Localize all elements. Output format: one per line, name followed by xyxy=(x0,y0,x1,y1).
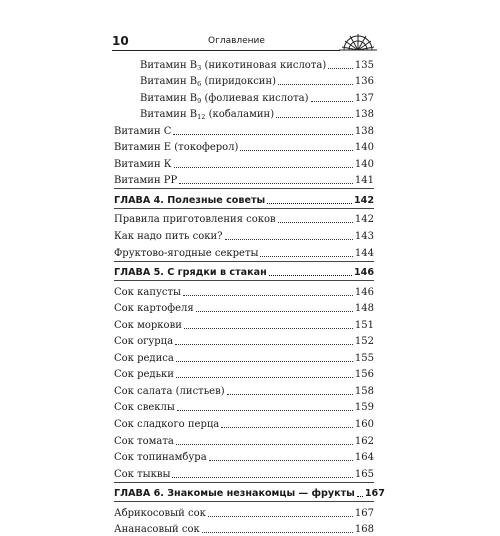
dot-leader xyxy=(184,328,353,329)
entry-title: Сок сладкого перца xyxy=(114,419,220,431)
entry-page-number: 141 xyxy=(354,175,374,187)
entry-title: ГЛАВА 6. Знакомые незнакомцы — фрукты xyxy=(114,488,355,500)
dot-leader xyxy=(177,410,353,411)
entry-page-number: 155 xyxy=(354,352,374,364)
toc-entry xyxy=(114,431,374,448)
dot-leader xyxy=(176,361,353,362)
toc-entry xyxy=(114,138,374,155)
entry-title: Сок топинамбура xyxy=(114,452,207,464)
dot-leader xyxy=(269,275,352,276)
dot-leader xyxy=(276,117,353,118)
toc-entry xyxy=(114,365,374,382)
toc-entry xyxy=(114,464,374,481)
toc-entry xyxy=(114,88,374,105)
page-header xyxy=(112,32,374,52)
toc-entry xyxy=(114,210,374,227)
dot-leader xyxy=(172,477,352,478)
entry-title: Ананасовый сок xyxy=(114,524,200,536)
dot-leader xyxy=(278,222,353,223)
entry-title: ГЛАВА 5. С грядки в стакан xyxy=(114,267,267,279)
entry-page-number: 152 xyxy=(354,336,374,348)
dot-leader xyxy=(225,239,353,240)
entry-page-number: 146 xyxy=(354,286,374,298)
entry-page-number: 160 xyxy=(354,419,374,431)
dot-leader xyxy=(328,68,353,69)
entry-page-number: 142 xyxy=(354,214,374,226)
chapter-separator xyxy=(114,188,374,189)
entry-page-number: 158 xyxy=(354,385,374,397)
entry-title: Сок салата (листьев) xyxy=(114,385,225,397)
dot-leader xyxy=(240,150,352,151)
entry-title: Витамин $B_{12}$ (кобаламин) xyxy=(140,109,275,122)
entry-title: Витамин С xyxy=(114,125,172,137)
dot-leader xyxy=(176,444,353,445)
toc-entry xyxy=(114,503,374,520)
entry-page-number: 138 xyxy=(354,109,374,121)
entry-page-number: 148 xyxy=(354,303,374,315)
subscript: 6 xyxy=(197,80,202,89)
entry-page-number: 143 xyxy=(354,231,374,243)
toc-entry xyxy=(114,121,374,138)
subscript: 3 xyxy=(197,63,202,72)
toc-entry xyxy=(114,414,374,431)
entry-title: Сок редьки xyxy=(114,369,174,381)
entry-page-number: 159 xyxy=(354,402,374,414)
entry-page-number: 156 xyxy=(354,369,374,381)
toc-entry xyxy=(114,448,374,465)
entry-title: ГЛАВА 4. Полезные советы xyxy=(114,194,266,206)
toc-entry xyxy=(114,55,374,72)
entry-title: Сок моркови xyxy=(114,319,182,331)
entry-title: Сок огурца xyxy=(114,336,174,348)
toc-entry xyxy=(114,398,374,415)
entry-title: Витамин $B_6$ (пиридоксин) xyxy=(140,76,277,89)
dot-leader xyxy=(311,101,353,102)
toc-chapter xyxy=(114,190,374,207)
entry-page-number: 142 xyxy=(353,194,374,206)
entry-page-number: 140 xyxy=(354,142,374,154)
entry-page-number: 146 xyxy=(353,267,374,279)
entry-page-number: 162 xyxy=(354,435,374,447)
toc-entry xyxy=(114,315,374,332)
toc-entry xyxy=(114,282,374,299)
entry-title: Витамин $B_3$ (никотиновая кислота) xyxy=(140,59,327,72)
entry-title: Сок капусты xyxy=(114,286,181,298)
dot-leader xyxy=(260,256,352,257)
dot-leader xyxy=(196,311,353,312)
toc-chapter xyxy=(114,263,374,280)
entry-page-number: 164 xyxy=(354,452,374,464)
dot-leader xyxy=(209,460,353,461)
toc-entry xyxy=(114,520,374,536)
toc-entry xyxy=(114,332,374,349)
dot-leader xyxy=(227,394,353,395)
page-number: 10 xyxy=(112,34,129,48)
toc-entry xyxy=(114,72,374,89)
entry-title: Сок картофеля xyxy=(114,303,194,315)
table-of-contents xyxy=(114,55,385,536)
dot-leader xyxy=(267,203,352,204)
chapter-separator xyxy=(114,261,374,262)
toc-entry xyxy=(114,154,374,171)
toc-entry xyxy=(114,299,374,316)
entry-page-number: 144 xyxy=(354,247,374,259)
dot-leader xyxy=(173,134,352,135)
entry-title: Как надо пить соки? xyxy=(114,231,223,243)
subscript: 12 xyxy=(197,113,206,122)
dot-leader xyxy=(278,84,353,85)
entry-title: Витамин К xyxy=(114,158,172,170)
toc-entry xyxy=(114,105,374,122)
entry-title: Правила приготовления соков xyxy=(114,214,276,226)
dot-leader xyxy=(174,167,353,168)
dot-leader xyxy=(175,344,353,345)
entry-page-number: 136 xyxy=(354,76,374,88)
dot-leader xyxy=(357,496,363,497)
entry-title: Сок тыквы xyxy=(114,468,171,480)
dot-leader xyxy=(179,183,353,184)
chapter-separator xyxy=(114,208,374,209)
entry-title: Сок свеклы xyxy=(114,402,175,414)
toc-entry xyxy=(114,348,374,365)
chapter-separator xyxy=(114,501,374,502)
entry-page-number: 167 xyxy=(364,488,385,500)
entry-title: Абрикосовый сок xyxy=(114,507,206,519)
entry-title: Сок томата xyxy=(114,435,174,447)
entry-title: Витамин Е (токоферол) xyxy=(114,142,239,154)
entry-page-number: 168 xyxy=(354,524,374,536)
running-title: Оглавление xyxy=(208,36,265,46)
toc-entry xyxy=(114,381,374,398)
entry-page-number: 140 xyxy=(354,158,374,170)
toc-entry xyxy=(114,171,374,188)
chapter-separator xyxy=(114,482,374,483)
toc-entry xyxy=(114,226,374,243)
chapter-separator xyxy=(114,280,374,281)
entry-page-number: 167 xyxy=(354,507,374,519)
entry-page-number: 135 xyxy=(354,59,374,71)
entry-page-number: 137 xyxy=(354,92,374,104)
entry-title: Витамин РР xyxy=(114,175,178,187)
toc-chapter xyxy=(114,484,385,501)
toc-entry xyxy=(114,243,374,260)
entry-page-number: 151 xyxy=(354,319,374,331)
entry-page-number: 138 xyxy=(354,125,374,137)
dot-leader xyxy=(183,295,353,296)
entry-title: Фруктово-ягодные секреты xyxy=(114,247,259,259)
entry-title: Сок редиса xyxy=(114,352,174,364)
sun-ornament-icon xyxy=(338,32,378,54)
header-rule xyxy=(112,50,340,51)
dot-leader xyxy=(176,377,353,378)
dot-leader xyxy=(202,532,353,533)
dot-leader xyxy=(221,427,353,428)
subscript: 9 xyxy=(197,96,202,105)
entry-page-number: 165 xyxy=(354,468,374,480)
dot-leader xyxy=(208,516,353,517)
entry-title: Витамин $B_9$ (фолиевая кислота) xyxy=(140,92,309,105)
